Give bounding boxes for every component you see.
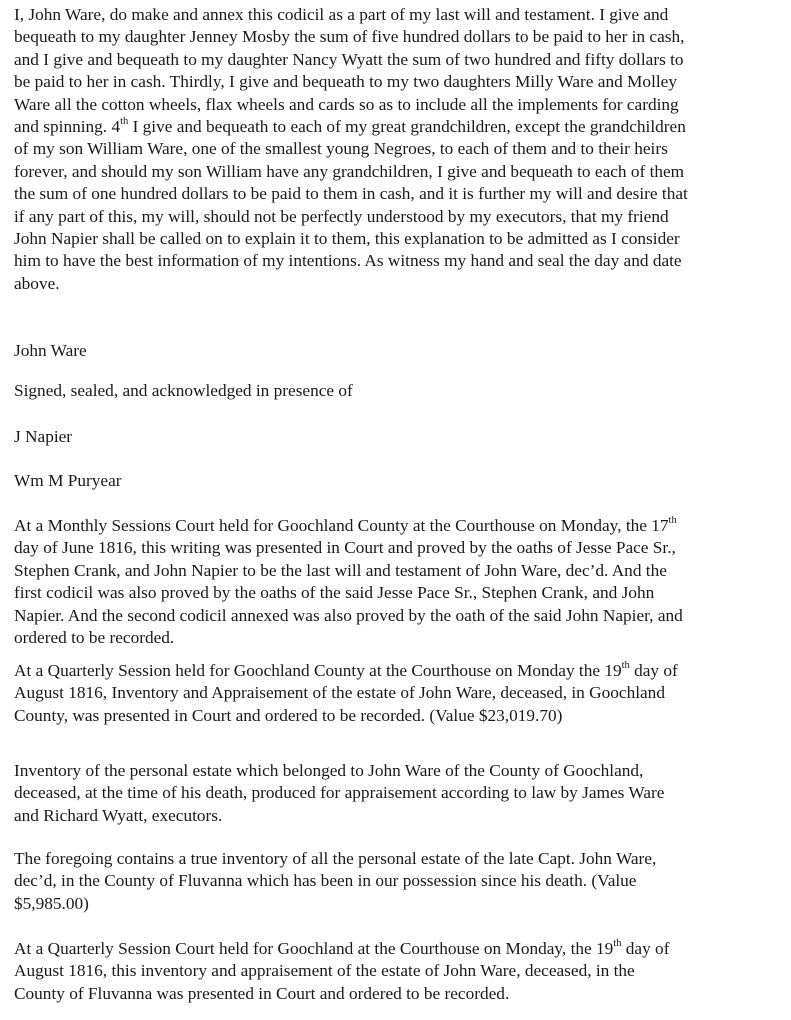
text-fragment: At a Quarterly Session held for Goochland County at the Courthouse on Monday the 19 (14, 661, 622, 680)
text-line: forever, and should my son William have any grandchildren, I give and bequeath to each of them (14, 161, 685, 181)
text-line: I, John Ware, do make and annex this codicil as a part of my last will and testament. I give and (14, 5, 669, 24)
text-line: dec’d, in the County of Fluvanna which has been in our possession since his death. (Value (14, 871, 637, 891)
text-line: if any part of this, my will, should not be perfectly understood by my executors, that my friend (14, 206, 669, 226)
text-fragment: I give and bequeath to each of my great grandchildren, except the grandchildren (128, 116, 686, 136)
text-line (14, 660, 678, 682)
text-line: and Richard Wyatt, executors. (14, 805, 223, 825)
quarterly-session-paragraph (14, 660, 678, 727)
text-line (14, 515, 683, 537)
text-fragment: day of (629, 661, 678, 680)
text-line (14, 116, 688, 138)
text-line: Stephen Crank, and John Napier to be the last will and testament of John Ware, dec’d. And the (14, 560, 667, 580)
text-line: be paid to her in cash. Thirdly, I give and bequeath to my two daughters Milly Ware and Molley (14, 72, 677, 92)
text-line: of my son William Ware, one of the smallest young Negroes, to each of them and to their heirs (14, 139, 668, 159)
text-line: deceased, at the time of his death, produced for appraisement according to law by James Ware (14, 783, 665, 803)
text-line: County, was presented in Court and ordered to be recorded. (Value $23,019.70) (14, 705, 563, 725)
text-line (14, 938, 669, 960)
witness-name: J Napier (14, 427, 73, 446)
text-fragment: At a Quarterly Session Court held for Goochland at the Courthouse on Monday, the 19 (14, 939, 614, 958)
text-line: August 1816, Inventory and Appraisement of the estate of John Ware, deceased, in Goochland (14, 683, 665, 703)
text-line: ordered to be recorded. (14, 627, 175, 647)
text-line: bequeath to my daughter Jenney Mosby the sum of five hundred dollars to be paid to her in cash, (14, 27, 685, 47)
text-line: the sum of one hundred dollars to be paid to them in cash, and it is further my will and desire that (14, 184, 688, 204)
codicil-paragraph (14, 4, 688, 295)
text-line: him to have the best information of my intentions. As witness my hand and seal the day and date (14, 251, 682, 271)
text-line: County of Fluvanna was presented in Court and ordered to be recorded. (14, 983, 510, 1003)
signature-line: John Ware (14, 341, 87, 360)
superscript: th (613, 938, 622, 950)
foregoing-paragraph (14, 848, 656, 915)
inventory-paragraph (14, 760, 664, 827)
superscript: th (120, 116, 129, 128)
superscript: th (668, 515, 677, 527)
text-line: $5,985.00) (14, 893, 89, 913)
text-fragment: day of (621, 939, 670, 958)
text-fragment: and spinning. 4 (14, 116, 121, 136)
text-line: above. (14, 273, 60, 293)
text-line: Ware all the cotton wheels, flax wheels and cards so as to include all the implements for carding (14, 94, 679, 114)
quarterly-court-paragraph (14, 938, 669, 1005)
witness-intro: Signed, sealed, and acknowledged in presence of (14, 381, 353, 400)
text-line: first codicil was also proved by the oaths of the said Jesse Pace Sr., Stephen Crank, and John (14, 583, 655, 603)
monthly-court-paragraph (14, 515, 683, 649)
text-line: John Napier shall be called on to explain it to them, this explanation to be admitted as I consider (14, 228, 680, 248)
text-line: Inventory of the personal estate which belonged to John Ware of the County of Goochland, (14, 761, 644, 780)
text-line: The foregoing contains a true inventory of all the personal estate of the late Capt. John Ware, (14, 849, 657, 868)
witness-name: Wm M Puryear (14, 471, 122, 490)
text-line: day of June 1816, this writing was presented in Court and proved by the oaths of Jesse Pace Sr., (14, 538, 676, 558)
text-line: Napier. And the second codicil annexed was also proved by the oath of the said John Napier, and (14, 605, 683, 625)
text-line: August 1816, this inventory and appraisement of the estate of John Ware, deceased, in the (14, 961, 635, 981)
text-fragment: At a Monthly Sessions Court held for Goochland County at the Courthouse on Monday, the 17 (14, 516, 669, 535)
text-line: and I give and bequeath to my daughter Nancy Wyatt the sum of two hundred and fifty dollars to (14, 49, 684, 69)
superscript: th (621, 660, 630, 672)
